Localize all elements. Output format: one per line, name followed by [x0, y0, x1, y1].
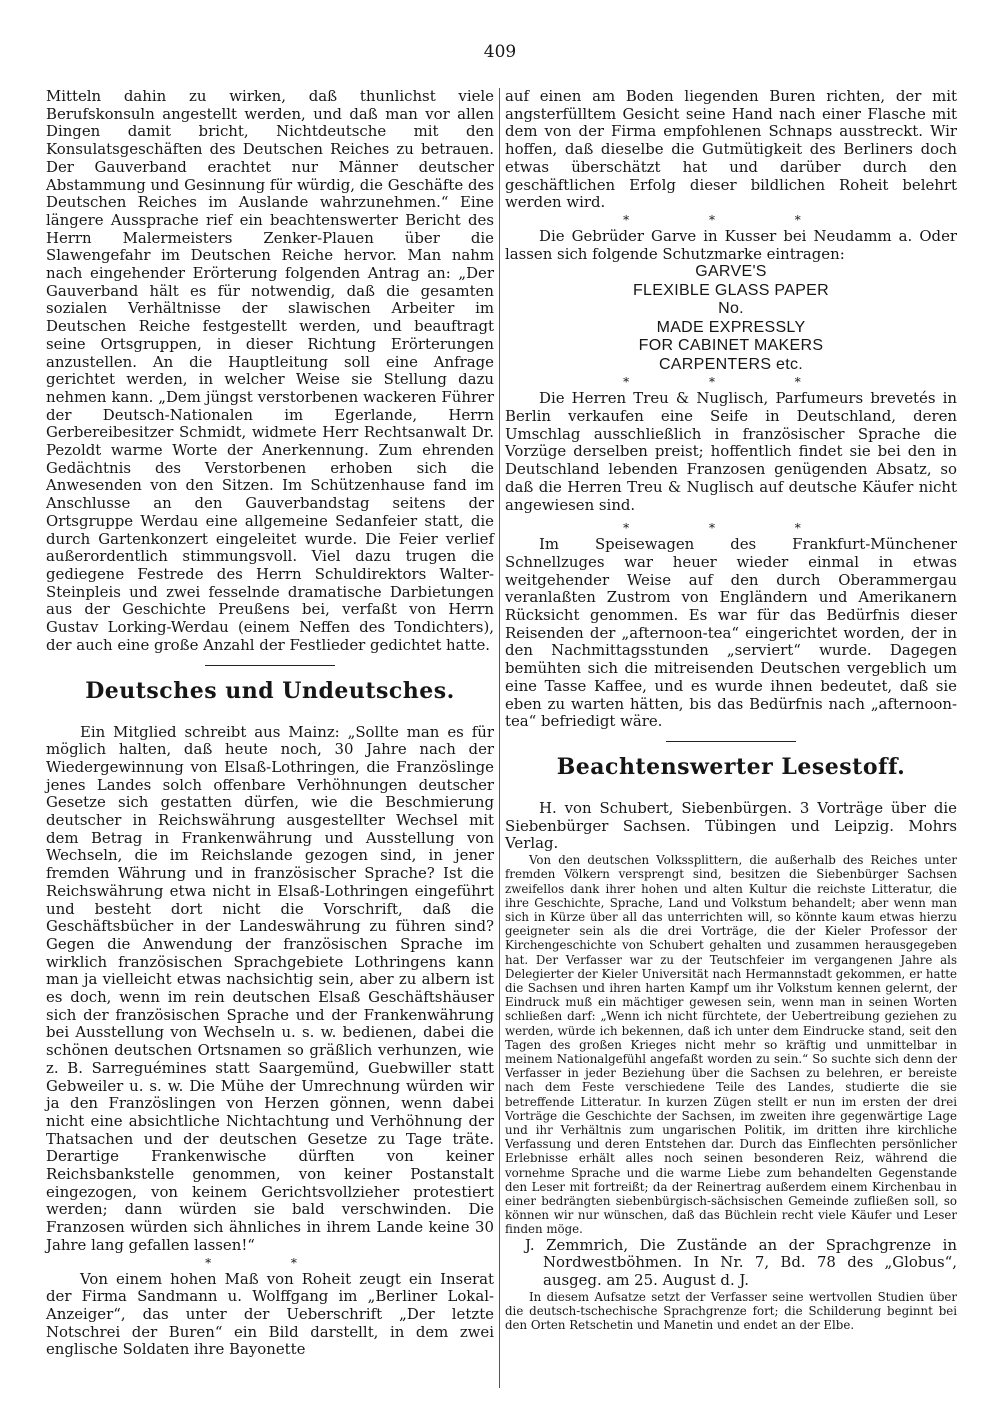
section-heading-deutsches: Deutsches und Undeutsches.	[85, 677, 455, 704]
stars-separator: * * *	[623, 212, 839, 227]
trademark-text	[505, 263, 957, 374]
column-divider	[499, 88, 500, 1388]
left-paragraph-1: Mitteln dahin zu wirken, daß thunlichst viele Berufskonsuln angestellt werden, und daß man vor allen Dingen damit bricht, Nichtdeutsche mit den Konsulatsgeschäften des Deutschen Reiches zu betrauen. Der Gauverband erachtet nur Männer deutscher Abstammung und Gesinnung für würdig, die Geschäfte des Deutschen Reiches im Auslande wahrzunehmen.“ Eine längere Aussprache rief ein beachtenswerter Bericht des Herrn Malermeisters Zenker-Plauen über die Slawengefahr im Deutschen Reiche hervor. Man nahm nach eingehender Erörterung folgenden Antrag an: „Der Gauverband hält es für notwendig, daß die gesamten sozialen Verhältnisse der slawischen Arbeiter im Deutschen Reiche festgestellt werden, und beauftragt seine Ortsgruppen, in dieser Richtung Erörterungen anzustellen. An die Hauptleitung soll eine Anfrage gerichtet werden, in welcher Weise sie Stellung dazu nehmen kann. „Dem jüngst verstorbenen wackeren Führer der Deutsch-Nationalen im Egerlande, Herrn Gerbereibesitzer Schmidt, widmete Herr Rechtsanwalt Dr. Pezoldt warme Worte der Anerkennung. Zum ehrenden Gedächtnis des Verstorbenen erhoben sich die Anwesenden von den Sitzen. Im Schützenhause fand im Anschlusse an den Gauverbandstag seitens der Ortsgruppe Werdau eine allgemeine Sedanfeier statt, die durch Gartenkonzert eingeleitet wurde. Die Feier verlief außerordentlich stimmungsvoll. Viel dazu trugen die gediegene Festrede des Herrn Schuldirektors Walter-Steinpleis und zwei fesselnde dramatische Darbietungen aus der Geschichte Preußens bei, verfaßt von Herrn Gustav Lorking-Werdau (einem Neffen des Tondichters), der auch eine große Anzahl der Festlieder gedichtet hatte.	[46, 87, 494, 654]
book-review-schubert: Von den deutschen Volkssplittern, die außerhalb des Reiches unter fremden Völkern versprengt sind, besitzen die Siebenbürger Sachsen zweifellos dank ihrer hohen und alten Kultur die reichste Litteratur, die ihre Geschichte, Sprache, Land und Volkstum behandelt; aber wenn man sich in Kürze über all das unterrichten will, so könnte kaum etwas hierzu geeigneter sein als die drei Vorträge, die der Kieler Professor der Kirchengeschichte von Schubert gehalten und zusammen herausgegeben hat. Der Verfasser war zu der Teutschfeier im vergangenen Jahre als Delegierter der Kieler Universität nach Hermannstadt gekommen, er hatte die Sachsen und ihren harten Kampf um ihr Volkstum kennen gelernt, der Eindruck muß ein mächtiger gewesen sein, wenn man in seinen Worten schließen darf: „Wenn ich nicht fürchtete, der Uebertreibung geziehen zu werden, würde ich bekennen, daß ich unter dem Eindrucke stand, seit den Tagen des großen Krieges nicht mehr so kräftig und unmittelbar in meinem Nationalgefühl angefaßt worden zu sein.“ So suchte sich denn der Verfasser in jeder Beziehung über die Sachsen zu belehren, er bereiste nach dem Feste verschiedene Teile des Landes, studierte die sie betreffende Litteratur. In kurzen Zügen stellt er nun im ersten der drei Vorträge die Geschichte der Sachsen, im zweiten ihre gegenwärtige Lage und ihr Verhältnis zum ungarischen Politik, im dritten ihre kirchliche Verfassung und deren Entstehen dar. Durch das Einflechten persönlicher Erlebnisse erhält alles noch seinen besonderen Reiz, während die vornehme Sprache und die warme Liebe zum behandelten Gegenstande den Leser mit fortreißt; da der Reinertrag außerdem einem Kirchenbau in einer bedrängten siebenbürgisch-sächsischen Gemeinde zufließen soll, so können wir nur wünschen, daß das Büchlein recht viele Käufer und Leser finden möge.	[505, 853, 957, 1237]
book-entry-zemmrich: J. Zemmrich, Die Zustände an der Sprachgrenze in Nordwestböhmen. In Nr. 7, Bd. 78 des „Globus“, ausgeg. am 25. August d. J.	[525, 1235, 957, 1289]
book-entry-schubert: H. von Schubert, Siebenbürgen. 3 Vorträge über die Siebenbürger Sachsen. Tübingen und Leipzig. Mohrs Verlag.	[505, 798, 957, 853]
section-rule	[666, 741, 796, 742]
right-paragraph-1: auf einen am Boden liegenden Buren richten, der mit angsterfülltem Gesicht seine Hand nach einer Flasche mit dem von der Firma empfohlenen Schnaps ausstreckt. Wir hoffen, daß dieselbe die Gutmütigkeit des Berliners doch etwas überschätzt hat und darüber durch den geschäftlichen Erfolg dieser bildlichen Roheit belehrt werden wird.	[505, 87, 957, 212]
trademark-line: No.	[718, 300, 744, 318]
trademark-line: MADE EXPRESSLY	[656, 318, 806, 336]
left-paragraph-3: Von einem hohen Maß von Roheit zeugt ein Inserat der Firma Sandmann u. Wolffgang im „Berliner Lokal-Anzeiger“, das unter der Ueberschrift „Der letzte Notschrei der Buren“ ein Bild darstellt, in dem zwei englische Soldaten ihre Bayonette	[46, 1269, 494, 1359]
right-paragraph-3: Die Herren Treu & Nuglisch, Parfumeurs brevetés in Berlin verkaufen eine Seife in Deutschland, deren Umschlag ausschließlich in französischer Sprache die Vorzüge derselben preist; hoffentlich findet sie bei den in Deutschland lebenden Franzosen genügenden Absatz, so daß die Herren Treu & Nuglisch auf deutsche Käufer nicht angewiesen sind.	[505, 389, 957, 514]
page-number: 409	[483, 42, 517, 62]
book-review-zemmrich: In diesem Aufsatze setzt der Verfasser seine wertvollen Studien über die deutsch-tschechische Sprachgrenze fort; die Schilderung beginnt bei den Orten Retschetin und Manetin und endet an der Elbe.	[505, 1289, 957, 1333]
trademark-line: CARPENTERS etc.	[658, 355, 804, 373]
right-paragraph-2: Die Gebrüder Garve in Kusser bei Neudamm a. Oder lassen sich folgende Schutzmarke eintragen:	[505, 226, 957, 263]
section-rule	[205, 665, 335, 666]
right-paragraph-4: Im Speisewagen des Frankfurt-Münchener Schnellzuges war heuer wieder einmal in etwas weitgehender Weise auf den durch Oberammergau veranlaßten Zustrom von Engländern und Amerikanern Rücksicht genommen. Es war für das Bedürfnis dieser Reisenden der „afternoon-tea“ eingerichtet worden, der in den Nachmittagsstunden „serviert“ wurde. Dagegen bemühten sich die mitreisenden Deutschen vergeblich um eine Tasse Kaffee, und es wurde ihnen bedeutet, daß sie eben zu warten hätten, bis das Bedürfnis nach „afternoon-tea“ befriedigt wäre.	[505, 535, 957, 731]
stars-separator: * *	[205, 1255, 335, 1270]
stars-separator: * * *	[623, 521, 839, 536]
left-paragraph-2: Ein Mitglied schreibt aus Mainz: „Sollte man es für möglich halten, daß heute noch, 30 Jahre nach der Wiedergewinnung von Elsaß-Lothringen, die Französlinge jenes Landes solch offenbare Verhöhnungen deutscher Gesetze sich gestatten dürfen, wie die Beschmierung deutscher in Reichswährung ausgestellter Wechsel mit dem Betrag in Frankenwährung und Ausstellung von Wechseln, die im Reichslande gezogen sind, in jener fremden Währung und in französischer Sprache? Ist die Reichswährung etwa nicht in Elsaß-Lothringen eingeführt und besteht dort nicht die Vorschrift, daß die Geschäftsbücher in der Landeswährung zu führen sind? Gegen die Anwendung der französischen Sprache im wirklich französischen Sprachgebiete Lothringens kann man ja vielleicht etwas nachsichtig sein, aber zu albern ist es doch, wenn im rein deutschen Elsaß Geschäftshäuser sich der französischen Sprache und der Frankenwährung bei Ausstellung von Wechseln u. s. w. bedienen, dabei die schönen deutschen Ortsnamen so gräßlich verhunzen, wie z. B. Sarreguémines statt Saargemünd, Guebwiller statt Gebweiler u. s. w. Die Mühe der Umrechnung würden wir ja den Französlingen von Herzen gönnen, wenn dabei nicht eine absichtliche Nichtachtung und Verhöhnung der Thatsachen und der deutschen Gesetze zu Tage träte. Derartige Frankenwische dürften von keiner Reichsbankstelle genommen, von keiner Postanstalt eingezogen, von keinem Gerichtsvollzieher protestiert werden; dann würden sie bald verschwinden. Die Franzosen würden sich ähnliches in ihrem Lande keine 30 Jahre lang gefallen lassen!“	[46, 722, 494, 1254]
left-column	[46, 88, 494, 1359]
right-column	[505, 88, 957, 1332]
trademark-line: FLEXIBLE GLASS PAPER	[632, 281, 829, 299]
trademark-line: GARVE'S	[695, 263, 767, 281]
section-heading-lesestoff: Beachtenswerter Lesestoff.	[556, 753, 906, 780]
stars-separator: * * *	[623, 375, 839, 390]
trademark-line: FOR CABINET MAKERS	[638, 337, 824, 355]
